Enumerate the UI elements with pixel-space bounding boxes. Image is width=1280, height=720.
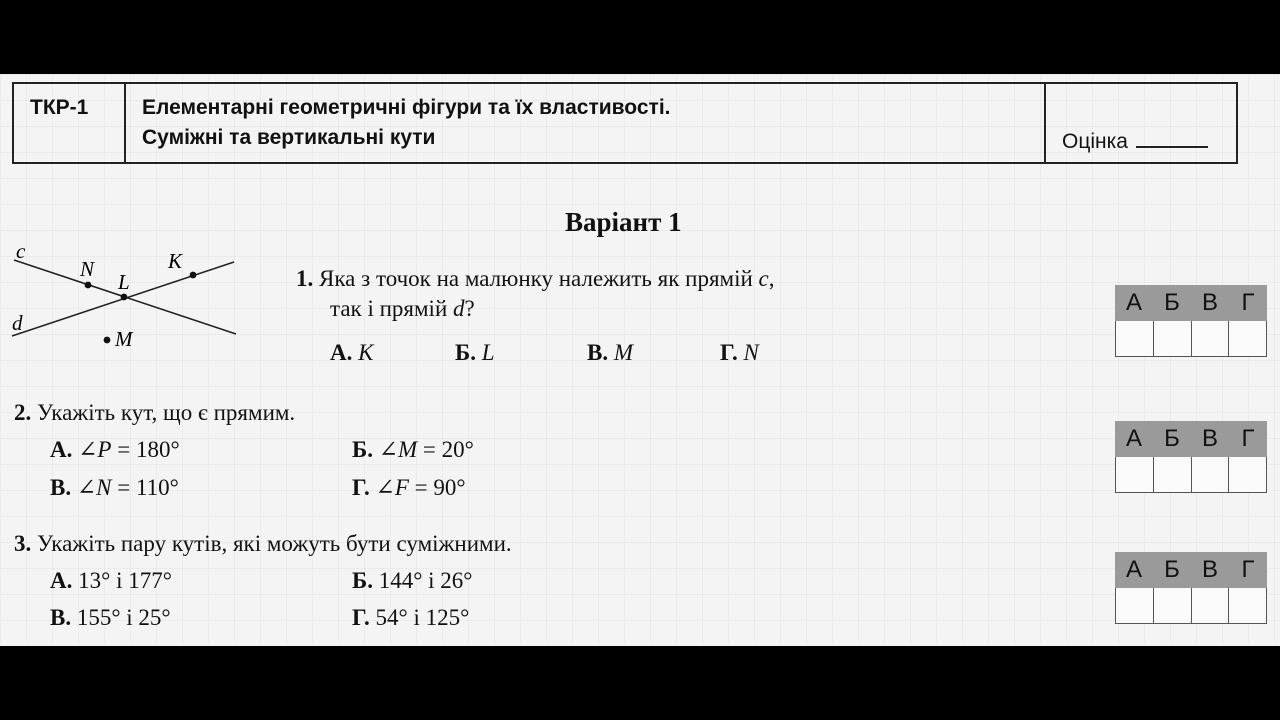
- answer-grid-q1-cells: [1115, 321, 1267, 357]
- q1-line2: [330, 296, 475, 322]
- q1-option-b-letter: Б.: [455, 340, 476, 365]
- point-L: [121, 294, 128, 301]
- q2-text: Укажіть кут, що є прямим.: [37, 400, 296, 425]
- q1-option-c[interactable]: [587, 340, 633, 366]
- q3-option-c-letter: В.: [50, 605, 72, 630]
- answer-grid-q3-header: [1115, 552, 1267, 588]
- answer-grid-q1-header: [1115, 285, 1267, 321]
- q3-text: Укажіть пару кутів, які можуть бути суміжними.: [37, 531, 512, 556]
- answer-grid-q1-letter-a: А: [1125, 289, 1142, 316]
- answer-grid-q2-letter-d: Г: [1241, 425, 1255, 452]
- answer-grid-q1-letter-d: Г: [1241, 289, 1255, 316]
- answer-grid-q1: [1115, 285, 1267, 357]
- q1-var-c: c: [758, 266, 769, 291]
- worksheet-page: [0, 74, 1280, 646]
- answer-grid-q3: [1115, 552, 1267, 624]
- answer-cell-q1-c[interactable]: [1192, 321, 1230, 357]
- angle-symbol: ∠: [375, 475, 395, 500]
- answer-grid-q3-letter-b: Б: [1164, 556, 1180, 583]
- answer-grid-q3-letter-d: Г: [1241, 556, 1255, 583]
- q3-option-d[interactable]: [352, 605, 469, 631]
- header-title-cell: [124, 84, 1046, 162]
- label-L: L: [118, 270, 130, 294]
- q2-option-a[interactable]: [50, 437, 180, 463]
- q1-text-part2-end: ?: [464, 296, 475, 321]
- label-N: N: [80, 257, 95, 281]
- q1-option-c-value: M: [613, 340, 634, 365]
- answer-grid-q2: [1115, 421, 1267, 493]
- q3-option-a[interactable]: [50, 568, 172, 594]
- q2-option-d-angle: F: [394, 475, 409, 500]
- q2-option-b[interactable]: [352, 437, 474, 463]
- q3-option-d-value: 54° і 125°: [375, 605, 470, 630]
- q2-option-b-value: = 20°: [417, 437, 474, 462]
- answer-cell-q3-a[interactable]: [1115, 588, 1154, 624]
- q1-text-part2: так і прямій: [330, 296, 453, 321]
- header-box: [12, 82, 1238, 164]
- answer-grid-q2-letter-c: В: [1201, 425, 1218, 452]
- grade-label: Оцінка: [1062, 130, 1128, 153]
- answer-grid-q1-letter-c: В: [1201, 289, 1218, 316]
- answer-grid-q3-letter-a: А: [1125, 556, 1142, 583]
- q2-option-b-angle: M: [398, 437, 418, 462]
- q1-option-b[interactable]: [455, 340, 495, 366]
- q3-option-b-letter: Б.: [352, 568, 373, 593]
- q3-option-b-value: 144° і 26°: [378, 568, 473, 593]
- angle-symbol: ∠: [76, 475, 97, 500]
- answer-grid-q2-letter-a: А: [1125, 425, 1142, 452]
- q2-option-c-value: = 110°: [111, 475, 179, 500]
- q1-text-part1: Яка з точок на малюнку належить як прямій: [319, 266, 759, 291]
- answer-grid-q3-cells: [1115, 588, 1267, 624]
- q2-number: 2.: [14, 400, 32, 425]
- answer-cell-q3-c[interactable]: [1192, 588, 1230, 624]
- answer-cell-q2-c[interactable]: [1192, 457, 1230, 493]
- lines-figure: [0, 240, 250, 350]
- q3-option-d-letter: Г.: [352, 605, 370, 630]
- q2-option-a-value: = 180°: [111, 437, 180, 462]
- q3-option-a-value: 13° і 177°: [78, 568, 172, 593]
- header-code-cell: [14, 84, 126, 162]
- q2-option-d-letter: Г.: [352, 475, 370, 500]
- q1-option-d-value: N: [743, 340, 759, 365]
- q2-option-d-value: = 90°: [408, 475, 466, 500]
- angle-symbol: ∠: [78, 437, 98, 462]
- q1-option-a[interactable]: [330, 340, 373, 366]
- answer-cell-q1-a[interactable]: [1115, 321, 1154, 357]
- q1-var-d: d: [453, 296, 465, 321]
- q2-option-c-letter: В.: [50, 475, 72, 500]
- q2-option-d[interactable]: [352, 475, 466, 501]
- q1-text-part1-end: ,: [768, 266, 775, 291]
- answer-cell-q3-b[interactable]: [1154, 588, 1192, 624]
- answer-grid-q2-letter-b: Б: [1164, 425, 1180, 452]
- q1-option-d[interactable]: [720, 340, 759, 366]
- q3-option-a-letter: А.: [50, 568, 73, 593]
- answer-grid-q3-letter-c: В: [1201, 556, 1218, 583]
- grade-field: [1062, 130, 1208, 154]
- q1-option-a-value: K: [358, 340, 374, 365]
- q3-option-c[interactable]: [50, 605, 171, 631]
- q1-line1: [296, 266, 775, 292]
- answer-cell-q1-d[interactable]: [1229, 321, 1267, 357]
- q2-option-b-letter: Б.: [352, 437, 373, 462]
- answer-cell-q2-b[interactable]: [1154, 457, 1192, 493]
- q1-option-b-value: L: [481, 340, 495, 365]
- q1-option-d-letter: Г.: [720, 340, 738, 365]
- point-M: [104, 337, 111, 344]
- point-N: [85, 282, 92, 289]
- answer-grid-q2-header: [1115, 421, 1267, 457]
- q2-line: [14, 400, 295, 426]
- topic-title-line2: Суміжні та вертикальні кути: [142, 126, 436, 149]
- label-M: M: [115, 327, 133, 350]
- q3-line: [14, 531, 512, 557]
- q2-option-a-letter: А.: [50, 437, 73, 462]
- q1-option-a-letter: А.: [330, 340, 353, 365]
- label-c: c: [16, 240, 26, 263]
- point-K: [190, 272, 197, 279]
- answer-cell-q2-a[interactable]: [1115, 457, 1154, 493]
- label-d: d: [12, 311, 23, 335]
- answer-grid-q1-letter-b: Б: [1164, 289, 1180, 316]
- answer-cell-q1-b[interactable]: [1154, 321, 1192, 357]
- q1-number: 1.: [296, 266, 314, 291]
- q2-option-c[interactable]: [50, 475, 179, 501]
- angle-symbol: ∠: [378, 437, 398, 462]
- variant-title: Варіант 1: [565, 207, 682, 237]
- q2-option-c-angle: N: [96, 475, 112, 500]
- q3-option-b[interactable]: [352, 568, 473, 594]
- answer-cell-q3-d[interactable]: [1229, 588, 1267, 624]
- q2-option-a-angle: P: [97, 437, 112, 462]
- grade-blank-line: [1136, 130, 1208, 148]
- test-code: ТКР-1: [30, 96, 89, 119]
- q3-option-c-value: 155° і 25°: [76, 605, 171, 630]
- answer-cell-q2-d[interactable]: [1229, 457, 1267, 493]
- answer-grid-q2-cells: [1115, 457, 1267, 493]
- q3-number: 3.: [14, 531, 32, 556]
- q1-option-c-letter: В.: [587, 340, 609, 365]
- topic-title-line1: Елементарні геометричні фігури та їх властивості.: [142, 96, 671, 119]
- label-K: K: [168, 249, 183, 273]
